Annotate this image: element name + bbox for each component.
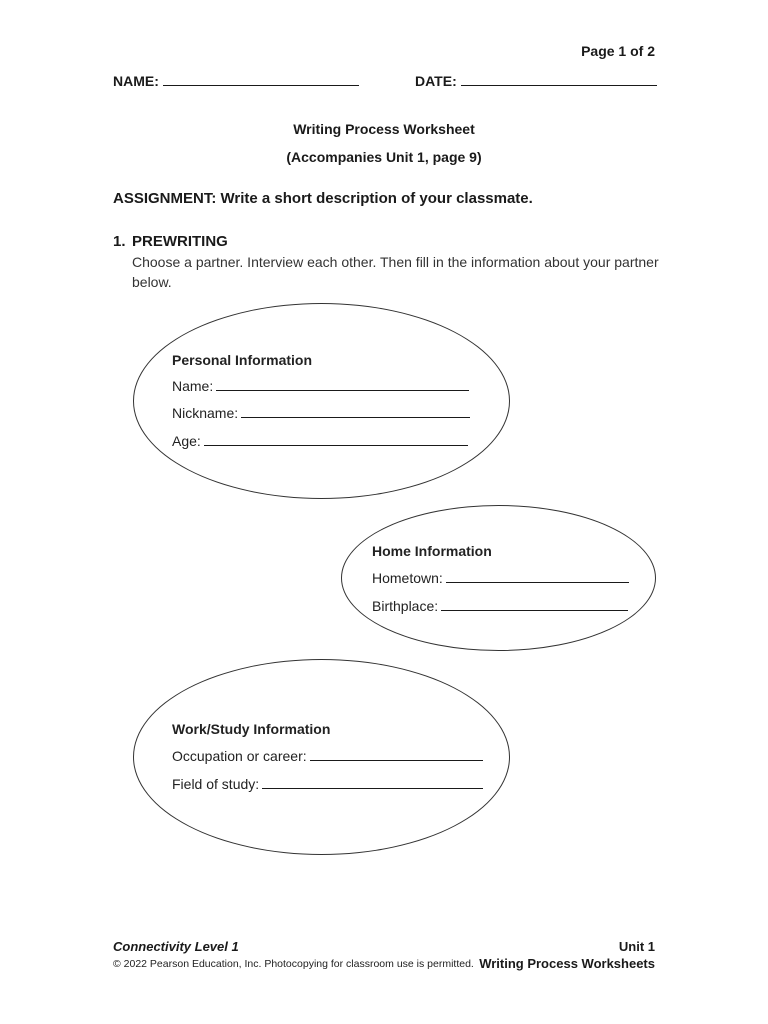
section-heading [113, 233, 228, 250]
hometown-field[interactable] [372, 570, 629, 586]
nickname-field[interactable] [172, 405, 470, 421]
age-blank[interactable] [204, 445, 468, 446]
name-blank[interactable] [163, 73, 359, 86]
section-instruction: Choose a partner. Interview each other. Then fill in the information about your partner below. [132, 254, 659, 290]
personal-info-title: Personal Information [172, 352, 313, 368]
hometown-label: Hometown: [372, 570, 443, 586]
assignment-text: ASSIGNMENT: Write a short description of your classmate. [113, 190, 533, 207]
nickname-blank[interactable] [241, 417, 470, 418]
home-info-title: Home Information [372, 543, 492, 559]
section-number: 1. [113, 233, 126, 250]
field-of-study-label: Field of study: [172, 776, 260, 792]
occupation-field[interactable] [172, 748, 483, 764]
personal-name-field[interactable] [172, 378, 469, 394]
personal-info-ellipse [133, 303, 510, 499]
occupation-blank[interactable] [310, 760, 483, 761]
field-of-study-blank[interactable] [262, 788, 483, 789]
nickname-label: Nickname: [172, 405, 239, 421]
copyright-notice: © 2022 Pearson Education, Inc. Photocopying for classroom use is permitted. [113, 958, 474, 970]
worksheet-subtitle: (Accompanies Unit 1, page 9) [286, 149, 482, 165]
date-label: DATE: [415, 73, 457, 89]
birthplace-field[interactable] [372, 598, 628, 614]
date-field[interactable] [415, 73, 657, 89]
section-title: PREWRITING [132, 233, 228, 250]
book-title: Connectivity Level 1 [113, 939, 239, 954]
personal-name-label: Name: [172, 378, 214, 394]
name-field[interactable] [113, 73, 359, 89]
field-of-study-field[interactable] [172, 776, 483, 792]
age-field[interactable] [172, 433, 468, 449]
name-label: NAME: [113, 73, 159, 89]
birthplace-blank[interactable] [441, 610, 628, 611]
worksheet-title: Writing Process Worksheet [293, 121, 475, 137]
unit-label: Unit 1 [618, 939, 655, 954]
occupation-label: Occupation or career: [172, 748, 307, 764]
hometown-blank[interactable] [446, 582, 629, 583]
worksheet-label: Writing Process Worksheets [479, 956, 655, 971]
page-number: Page 1 of 2 [581, 43, 655, 59]
work-info-title: Work/Study Information [172, 721, 331, 737]
age-label: Age: [172, 433, 201, 449]
date-blank[interactable] [461, 73, 657, 86]
birthplace-label: Birthplace: [372, 598, 439, 614]
personal-name-blank[interactable] [216, 390, 469, 391]
